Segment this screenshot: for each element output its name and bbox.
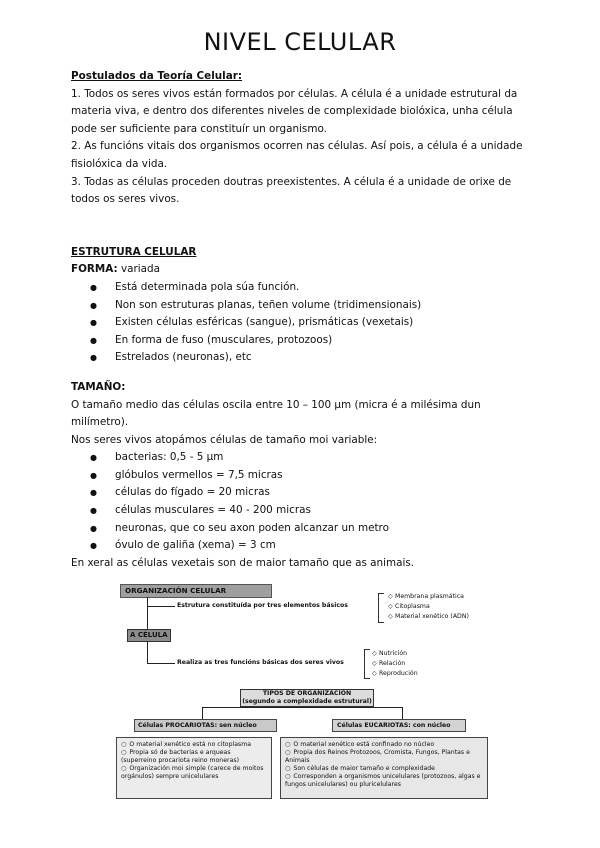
structure-item: ◇ Material xenético (ADN) [388, 613, 469, 620]
tamano-heading: TAMAÑO: [71, 380, 126, 393]
list-item: ● Estrelados (neuronas), etc [115, 349, 531, 367]
connector-line [147, 606, 175, 607]
euc-item: ○ Corresponden a organismos unicelulares (protozoos, algas e fungos unicelulares) ou pluricelulares [285, 773, 483, 789]
eucariotas-box [280, 737, 488, 799]
proc-item: ○ Propia só de bacterias e arqueas (superreino procariota reino moneras) [121, 749, 267, 765]
structure-text: Estrutura constituída por tres elementos básicos [177, 602, 348, 609]
tipos-title: TIPOS DE ORGANIZACIÓN [262, 690, 352, 697]
connector-line [202, 707, 402, 708]
connector-line [202, 707, 203, 719]
tipos-box [240, 689, 374, 707]
proc-item: ○ Organización moi simple (carece de moitos orgánulos) sempre unicelulares [121, 765, 267, 781]
proc-item: ○ O material xenético está no citoplasma [121, 741, 267, 749]
euc-item: ○ O material xenético está confinado no núcleo [285, 741, 483, 749]
postulado-3: 3. Todas as células proceden doutras preexistentes. A célula é a unidade de orixe de todos os seres vivos. [71, 175, 512, 206]
structure-item-label: Membrana plasmática [395, 593, 464, 600]
list-item: ● Non son estruturas planas, teñen volume (tridimensionais) [115, 297, 531, 315]
euc-item: ○ Son células de maior tamaño e complexidade [285, 765, 483, 773]
list-item: ● Existen células esféricas (sangue), prismáticas (vexetais) [115, 314, 531, 332]
structure-item: ◇ Membrana plasmática [388, 593, 464, 600]
list-item: ● neuronas, que co seu axon poden alcanzar un metro [115, 520, 531, 538]
list-item: ● óvulo de galiña (xema) = 3 cm [115, 537, 531, 555]
structure-item-label: Citoplasma [395, 603, 430, 610]
euc-item: ○ Propia dos Reinos Protozoos, Cromista, Fungos, Plantas e Animais [285, 749, 483, 765]
function-item: ◇ Reprodución [372, 670, 418, 677]
page-title: NIVEL CELULAR [203, 28, 397, 56]
function-item-label: Nutrición [379, 650, 408, 657]
brace [364, 649, 370, 679]
tamano-p1: O tamaño medio das células oscila entre 10 – 100 µm (micra é a milésima dun milímetro). [71, 398, 481, 429]
function-item-label: Reprodución [379, 670, 418, 677]
connector-line [147, 597, 148, 629]
structure-item-label: Material xenético (ADN) [395, 613, 469, 620]
forma-line [71, 261, 531, 279]
diagram-title: ORGANIZACIÓN CELULAR [120, 584, 272, 598]
postulado-1: 1. Todos os seres vivos están formados por células. A célula é a unidade estrutural da materia viva, e dentro dos diferentes niveles de complexidade biolóxica, unha célula pode ser suficiente para constituír un organismo. [71, 87, 518, 135]
tamano-list [71, 449, 531, 555]
connector-line [306, 706, 307, 708]
connector-line [147, 663, 175, 664]
list-item: ● células musculares = 40 - 200 micras [115, 502, 531, 520]
procariotas-box [116, 737, 272, 799]
connector-line [402, 707, 403, 719]
connector-line [147, 641, 148, 663]
functions-text: Realiza as tres funcións básicas dos seres vivos [177, 659, 344, 666]
cell-organization-diagram [112, 579, 492, 819]
procariotas-header: Células PROCARIOTAS: sen núcleo [134, 719, 277, 732]
forma-list [71, 279, 531, 367]
forma-label: FORMA: [71, 263, 118, 276]
document-body [71, 68, 531, 572]
function-item: ◇ Nutrición [372, 650, 408, 657]
list-item: ● células do fígado = 20 micras [115, 484, 531, 502]
postulados-heading: Postulados da Teoría Celular: [71, 70, 243, 82]
function-item: ◇ Relación [372, 660, 406, 667]
list-item: ● glóbulos vermellos = 7,5 micras [115, 467, 531, 485]
forma-value: variada [120, 263, 160, 276]
list-item: ● bacterias: 0,5 - 5 µm [115, 449, 531, 467]
eucariotas-header: Células EUCARIOTAS: con núcleo [332, 719, 466, 732]
list-item: ● En forma de fuso (musculares, protozoos) [115, 332, 531, 350]
tamano-closing: En xeral as células vexetais son de maior tamaño que as animais. [71, 556, 415, 569]
tamano-p2: Nos seres vivos atopámos células de tamaño moi variable: [71, 433, 378, 446]
estrutura-heading: ESTRUTURA CELULAR [71, 245, 197, 258]
postulado-2: 2. As funcións vitais dos organismos ocorren nas células. Así pois, a célula é a unidade fisiolóxica da vida. [71, 140, 523, 170]
brace [378, 593, 384, 623]
list-item: ● Está determinada pola súa función. [115, 279, 531, 297]
structure-item: ◇ Citoplasma [388, 603, 430, 610]
function-item-label: Relación [379, 660, 406, 667]
celula-box: A CÉLULA [127, 629, 171, 642]
tipos-subtitle: (segundo a complexidade estrutural) [242, 697, 372, 705]
